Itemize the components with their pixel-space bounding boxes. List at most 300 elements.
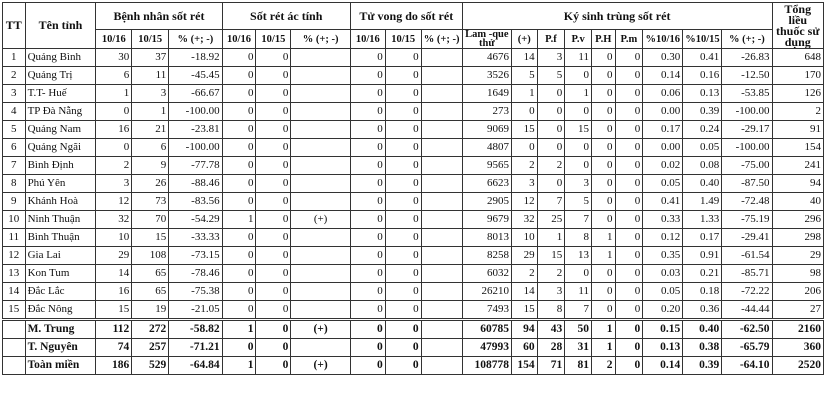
severe-header: Sốt rét ác tính bbox=[222, 3, 350, 30]
pct-1015-cell: 0.24 bbox=[683, 121, 722, 139]
pct-1016-cell: 0.35 bbox=[643, 247, 683, 265]
pct-1016-cell: 0.14 bbox=[643, 357, 683, 375]
ac-1016-cell: 0 bbox=[222, 139, 256, 157]
drugs-cell: 648 bbox=[772, 49, 823, 67]
bn-1016-cell: 112 bbox=[96, 320, 132, 339]
table-row bbox=[3, 139, 824, 157]
ac-1016-cell: 0 bbox=[222, 85, 256, 103]
tt-cell: 14 bbox=[3, 283, 26, 301]
bn-1015-cell: 9 bbox=[132, 157, 169, 175]
drugs-cell: 98 bbox=[772, 265, 823, 283]
tv-change-cell bbox=[421, 357, 462, 375]
drugs-cell: 91 bbox=[772, 121, 823, 139]
ac-1016-header: 10/16 bbox=[222, 30, 256, 49]
tv-1016-cell: 0 bbox=[350, 157, 385, 175]
bn-1016-cell: 16 bbox=[96, 283, 132, 301]
pct-1016-cell: 0.06 bbox=[643, 85, 683, 103]
slides-cell: 60785 bbox=[462, 320, 511, 339]
pct-1016-cell: 0.41 bbox=[643, 193, 683, 211]
ph-cell: 0 bbox=[591, 283, 615, 301]
pv-cell: 3 bbox=[565, 175, 592, 193]
bn-1015-cell: 73 bbox=[132, 193, 169, 211]
pf-cell: 3 bbox=[537, 283, 565, 301]
pf-cell: 71 bbox=[537, 357, 565, 375]
ph-cell: 0 bbox=[591, 157, 615, 175]
tv-change-cell bbox=[421, 103, 462, 121]
bn-1015-cell: 529 bbox=[132, 357, 169, 375]
positive-cell: 2 bbox=[511, 157, 537, 175]
ac-1016-cell: 0 bbox=[222, 265, 256, 283]
slides-cell: 3526 bbox=[462, 67, 511, 85]
slides-cell: 9679 bbox=[462, 211, 511, 229]
bn-change-cell: -100.00 bbox=[169, 103, 222, 121]
pct-1016-cell: 0.15 bbox=[643, 320, 683, 339]
tv-1016-cell: 0 bbox=[350, 175, 385, 193]
pv-cell: 11 bbox=[565, 49, 592, 67]
tv-change-cell bbox=[421, 121, 462, 139]
bn-change-cell: -88.46 bbox=[169, 175, 222, 193]
ph-header: P.H bbox=[591, 30, 615, 49]
bn-change-cell: -66.67 bbox=[169, 85, 222, 103]
bn-1016-cell: 14 bbox=[96, 265, 132, 283]
ac-change-cell bbox=[291, 49, 351, 67]
pv-cell: 13 bbox=[565, 247, 592, 265]
pv-cell: 8 bbox=[565, 229, 592, 247]
pm-cell: 0 bbox=[615, 157, 643, 175]
tv-1016-cell: 0 bbox=[350, 85, 385, 103]
bn-1015-cell: 65 bbox=[132, 283, 169, 301]
positive-cell: 0 bbox=[511, 139, 537, 157]
ph-cell: 0 bbox=[591, 49, 615, 67]
tv-1016-cell: 0 bbox=[350, 265, 385, 283]
drugs-cell: 2520 bbox=[772, 357, 823, 375]
malaria-report bbox=[2, 2, 824, 375]
tv-1016-cell: 0 bbox=[350, 121, 385, 139]
tv-1015-cell: 0 bbox=[385, 283, 421, 301]
positive-cell: 10 bbox=[511, 229, 537, 247]
province-cell: Gia Lai bbox=[25, 247, 96, 265]
ac-1015-cell: 0 bbox=[256, 265, 291, 283]
bn-change-cell: -78.46 bbox=[169, 265, 222, 283]
tv-1015-cell: 0 bbox=[385, 229, 421, 247]
pm-cell: 0 bbox=[615, 49, 643, 67]
pf-cell: 15 bbox=[537, 247, 565, 265]
pf-header: P.f bbox=[537, 30, 565, 49]
province-cell: Bình Định bbox=[25, 157, 96, 175]
positive-cell: 0 bbox=[511, 103, 537, 121]
pct-1015-header: %10/15 bbox=[683, 30, 722, 49]
tt-cell: 1 bbox=[3, 49, 26, 67]
ac-1016-cell: 0 bbox=[222, 247, 256, 265]
pct-1016-cell: 0.30 bbox=[643, 49, 683, 67]
province-cell: Khánh Hoà bbox=[25, 193, 96, 211]
ac-1016-cell: 1 bbox=[222, 211, 256, 229]
pct-1016-cell: 0.14 bbox=[643, 67, 683, 85]
ac-1015-cell: 0 bbox=[256, 229, 291, 247]
pf-cell: 0 bbox=[537, 121, 565, 139]
tv-change-cell bbox=[421, 301, 462, 320]
tv-1016-cell: 0 bbox=[350, 357, 385, 375]
pct-1016-cell: 0.33 bbox=[643, 211, 683, 229]
drugs-cell: 241 bbox=[772, 157, 823, 175]
pv-header: P.v bbox=[565, 30, 592, 49]
slides-cell: 9069 bbox=[462, 121, 511, 139]
pv-cell: 81 bbox=[565, 357, 592, 375]
tv-1015-cell: 0 bbox=[385, 157, 421, 175]
pm-cell: 0 bbox=[615, 211, 643, 229]
pv-cell: 11 bbox=[565, 283, 592, 301]
pct-1016-cell: 0.00 bbox=[643, 139, 683, 157]
tv-1015-cell: 0 bbox=[385, 139, 421, 157]
bn-1015-cell: 26 bbox=[132, 175, 169, 193]
bn-1016-cell: 3 bbox=[96, 175, 132, 193]
pv-cell: 0 bbox=[565, 265, 592, 283]
pf-cell: 8 bbox=[537, 301, 565, 320]
pct-1015-cell: 0.39 bbox=[683, 103, 722, 121]
pct-1016-cell: 0.20 bbox=[643, 301, 683, 320]
table-row bbox=[3, 283, 824, 301]
slides-header: Lam -que thử bbox=[462, 30, 511, 49]
ac-1016-cell: 0 bbox=[222, 283, 256, 301]
ph-cell: 1 bbox=[591, 339, 615, 357]
table-row bbox=[3, 157, 824, 175]
drugs-cell: 29 bbox=[772, 247, 823, 265]
table-row bbox=[3, 85, 824, 103]
ac-1015-cell: 0 bbox=[256, 103, 291, 121]
pct-1015-cell: 0.41 bbox=[683, 49, 722, 67]
slides-cell: 26210 bbox=[462, 283, 511, 301]
ac-1016-cell: 0 bbox=[222, 67, 256, 85]
ac-change-cell bbox=[291, 67, 351, 85]
tv-1015-cell: 0 bbox=[385, 320, 421, 339]
ac-change-cell bbox=[291, 247, 351, 265]
slides-cell: 7493 bbox=[462, 301, 511, 320]
ph-cell: 0 bbox=[591, 139, 615, 157]
tv-1016-cell: 0 bbox=[350, 247, 385, 265]
table-row bbox=[3, 265, 824, 283]
province-cell: Phú Yên bbox=[25, 175, 96, 193]
ac-change-cell bbox=[291, 193, 351, 211]
bn-1016-cell: 2 bbox=[96, 157, 132, 175]
ac-1015-cell: 0 bbox=[256, 301, 291, 320]
ac-change-cell bbox=[291, 339, 351, 357]
slides-cell: 4807 bbox=[462, 139, 511, 157]
pf-cell: 28 bbox=[537, 339, 565, 357]
ac-1016-cell: 0 bbox=[222, 193, 256, 211]
drugs-cell: 206 bbox=[772, 283, 823, 301]
table-row bbox=[3, 103, 824, 121]
pct-change-cell: -29.17 bbox=[722, 121, 772, 139]
province-header: Tên tỉnh bbox=[25, 3, 96, 49]
bn-change-cell: -73.15 bbox=[169, 247, 222, 265]
pct-1016-cell: 0.05 bbox=[643, 283, 683, 301]
pv-cell: 7 bbox=[565, 301, 592, 320]
ph-cell: 1 bbox=[591, 320, 615, 339]
ph-cell: 0 bbox=[591, 67, 615, 85]
tv-change-cell bbox=[421, 247, 462, 265]
ac-change-cell bbox=[291, 175, 351, 193]
tv-change-cell bbox=[421, 265, 462, 283]
ac-change-cell bbox=[291, 157, 351, 175]
pf-cell: 5 bbox=[537, 67, 565, 85]
tv-change-cell bbox=[421, 67, 462, 85]
table-row bbox=[3, 301, 824, 320]
tt-cell: 6 bbox=[3, 139, 26, 157]
tt-cell: 11 bbox=[3, 229, 26, 247]
tv-1015-cell: 0 bbox=[385, 175, 421, 193]
tt-cell: 9 bbox=[3, 193, 26, 211]
tv-1016-cell: 0 bbox=[350, 103, 385, 121]
table-row bbox=[3, 67, 824, 85]
tv-1015-cell: 0 bbox=[385, 103, 421, 121]
pf-cell: 43 bbox=[537, 320, 565, 339]
malaria-table bbox=[2, 2, 824, 375]
pct-change-cell: -61.54 bbox=[722, 247, 772, 265]
pct-1015-cell: 0.16 bbox=[683, 67, 722, 85]
pct-1015-cell: 0.36 bbox=[683, 301, 722, 320]
slides-cell: 6032 bbox=[462, 265, 511, 283]
tv-1016-cell: 0 bbox=[350, 339, 385, 357]
tv-change-cell bbox=[421, 157, 462, 175]
bn-1015-cell: 3 bbox=[132, 85, 169, 103]
bn-1016-cell: 1 bbox=[96, 85, 132, 103]
table-row bbox=[3, 247, 824, 265]
pct-1015-cell: 1.49 bbox=[683, 193, 722, 211]
tv-1015-cell: 0 bbox=[385, 49, 421, 67]
bn-1015-cell: 65 bbox=[132, 265, 169, 283]
pf-cell: 1 bbox=[537, 229, 565, 247]
bn-change-cell: -21.05 bbox=[169, 301, 222, 320]
positive-cell: 15 bbox=[511, 121, 537, 139]
bn-1015-header: 10/15 bbox=[132, 30, 169, 49]
province-cell: Bình Thuận bbox=[25, 229, 96, 247]
ac-1016-cell: 0 bbox=[222, 301, 256, 320]
tv-1016-cell: 0 bbox=[350, 193, 385, 211]
tv-1016-cell: 0 bbox=[350, 67, 385, 85]
ac-1015-header: 10/15 bbox=[256, 30, 291, 49]
tt-cell: 12 bbox=[3, 247, 26, 265]
pct-1015-cell: 1.33 bbox=[683, 211, 722, 229]
pf-cell: 0 bbox=[537, 139, 565, 157]
ac-1015-cell: 0 bbox=[256, 211, 291, 229]
ac-change-header: % (+; -) bbox=[291, 30, 351, 49]
ac-1015-cell: 0 bbox=[256, 339, 291, 357]
bn-change-cell: -23.81 bbox=[169, 121, 222, 139]
pct-1015-cell: 0.08 bbox=[683, 157, 722, 175]
tv-1016-cell: 0 bbox=[350, 49, 385, 67]
summary-row bbox=[3, 320, 824, 339]
tt-header: TT bbox=[3, 3, 26, 49]
bn-change-cell: -75.38 bbox=[169, 283, 222, 301]
tt-cell bbox=[3, 320, 26, 339]
tv-change-cell bbox=[421, 139, 462, 157]
province-cell: Toàn miền bbox=[25, 357, 96, 375]
drugs-cell: 2160 bbox=[772, 320, 823, 339]
tv-1016-cell: 0 bbox=[350, 229, 385, 247]
positive-cell: 2 bbox=[511, 265, 537, 283]
drugs-cell: 154 bbox=[772, 139, 823, 157]
pm-cell: 0 bbox=[615, 301, 643, 320]
tt-cell: 2 bbox=[3, 67, 26, 85]
province-cell: Quảng Trị bbox=[25, 67, 96, 85]
ac-change-cell bbox=[291, 265, 351, 283]
bn-change-cell: -77.78 bbox=[169, 157, 222, 175]
ac-1016-cell: 0 bbox=[222, 175, 256, 193]
tv-1015-cell: 0 bbox=[385, 339, 421, 357]
ac-1015-cell: 0 bbox=[256, 283, 291, 301]
drugs-cell: 170 bbox=[772, 67, 823, 85]
pf-cell: 0 bbox=[537, 103, 565, 121]
pct-1015-cell: 0.38 bbox=[683, 339, 722, 357]
positive-cell: 94 bbox=[511, 320, 537, 339]
bn-1016-cell: 74 bbox=[96, 339, 132, 357]
positive-cell: 14 bbox=[511, 49, 537, 67]
tv-1016-cell: 0 bbox=[350, 139, 385, 157]
drugs-cell: 298 bbox=[772, 229, 823, 247]
bn-1016-cell: 32 bbox=[96, 211, 132, 229]
tv-1015-cell: 0 bbox=[385, 67, 421, 85]
ac-1016-cell: 1 bbox=[222, 320, 256, 339]
pct-1015-cell: 0.39 bbox=[683, 357, 722, 375]
pct-1015-cell: 0.17 bbox=[683, 229, 722, 247]
bn-1015-cell: 19 bbox=[132, 301, 169, 320]
slides-cell: 108778 bbox=[462, 357, 511, 375]
ac-1016-cell: 0 bbox=[222, 229, 256, 247]
province-cell: TP Đà Nẵng bbox=[25, 103, 96, 121]
pf-cell: 2 bbox=[537, 265, 565, 283]
pct-change-cell: -29.41 bbox=[722, 229, 772, 247]
pct-1016-cell: 0.05 bbox=[643, 175, 683, 193]
ph-cell: 0 bbox=[591, 175, 615, 193]
pct-change-cell: -85.71 bbox=[722, 265, 772, 283]
tv-change-cell bbox=[421, 229, 462, 247]
bn-change-cell: -58.82 bbox=[169, 320, 222, 339]
table-row bbox=[3, 229, 824, 247]
province-cell: Đắc Lắc bbox=[25, 283, 96, 301]
drugs-header: Tổng liều thuốc sử dụng bbox=[772, 3, 823, 49]
slides-cell: 47993 bbox=[462, 339, 511, 357]
tt-cell bbox=[3, 339, 26, 357]
pct-1016-header: %10/16 bbox=[643, 30, 683, 49]
pct-change-cell: -62.50 bbox=[722, 320, 772, 339]
pct-1016-cell: 0.02 bbox=[643, 157, 683, 175]
bn-1015-cell: 108 bbox=[132, 247, 169, 265]
bn-1015-cell: 272 bbox=[132, 320, 169, 339]
province-cell: T.T- Huế bbox=[25, 85, 96, 103]
tv-change-cell bbox=[421, 193, 462, 211]
ac-change-cell: (+) bbox=[291, 320, 351, 339]
pct-1016-cell: 0.13 bbox=[643, 339, 683, 357]
bn-change-header: % (+; -) bbox=[169, 30, 222, 49]
positive-cell: 5 bbox=[511, 67, 537, 85]
pm-cell: 0 bbox=[615, 139, 643, 157]
bn-1016-cell: 12 bbox=[96, 193, 132, 211]
tv-change-cell bbox=[421, 211, 462, 229]
pct-change-cell: -53.85 bbox=[722, 85, 772, 103]
positive-cell: 29 bbox=[511, 247, 537, 265]
summary-row bbox=[3, 339, 824, 357]
tv-1015-cell: 0 bbox=[385, 301, 421, 320]
table-row bbox=[3, 49, 824, 67]
drugs-cell: 2 bbox=[772, 103, 823, 121]
ac-change-cell bbox=[291, 229, 351, 247]
pv-cell: 0 bbox=[565, 103, 592, 121]
tv-change-cell bbox=[421, 49, 462, 67]
ac-change-cell bbox=[291, 283, 351, 301]
tv-1015-cell: 0 bbox=[385, 85, 421, 103]
tv-1015-cell: 0 bbox=[385, 211, 421, 229]
tt-cell: 13 bbox=[3, 265, 26, 283]
pm-cell: 0 bbox=[615, 229, 643, 247]
tv-change-cell bbox=[421, 283, 462, 301]
pm-cell: 0 bbox=[615, 193, 643, 211]
pct-change-cell: -72.48 bbox=[722, 193, 772, 211]
ac-1015-cell: 0 bbox=[256, 320, 291, 339]
pm-cell: 0 bbox=[615, 175, 643, 193]
pm-cell: 0 bbox=[615, 283, 643, 301]
bn-1015-cell: 21 bbox=[132, 121, 169, 139]
tv-1015-header: 10/15 bbox=[385, 30, 421, 49]
pm-cell: 0 bbox=[615, 247, 643, 265]
pv-cell: 50 bbox=[565, 320, 592, 339]
slides-cell: 8258 bbox=[462, 247, 511, 265]
patients-header: Bệnh nhân sốt rét bbox=[96, 3, 222, 30]
pct-1016-cell: 0.17 bbox=[643, 121, 683, 139]
positive-cell: 1 bbox=[511, 85, 537, 103]
tv-1015-cell: 0 bbox=[385, 193, 421, 211]
ph-cell: 0 bbox=[591, 301, 615, 320]
province-cell: Kon Tum bbox=[25, 265, 96, 283]
deaths-header: Tử vong do sốt rét bbox=[350, 3, 462, 30]
positive-cell: 154 bbox=[511, 357, 537, 375]
tv-1015-cell: 0 bbox=[385, 357, 421, 375]
tt-cell bbox=[3, 357, 26, 375]
positive-header: (+) bbox=[511, 30, 537, 49]
pm-header: P.m bbox=[615, 30, 643, 49]
parasites-header: Ký sinh trùng sốt rét bbox=[462, 3, 772, 30]
bn-change-cell: -54.29 bbox=[169, 211, 222, 229]
pm-cell: 0 bbox=[615, 265, 643, 283]
bn-change-cell: -64.84 bbox=[169, 357, 222, 375]
tv-1016-cell: 0 bbox=[350, 211, 385, 229]
province-cell: T. Nguyên bbox=[25, 339, 96, 357]
bn-1016-cell: 15 bbox=[96, 301, 132, 320]
pct-change-cell: -75.00 bbox=[722, 157, 772, 175]
table-row bbox=[3, 121, 824, 139]
province-cell: Đắc Nông bbox=[25, 301, 96, 320]
tt-cell: 10 bbox=[3, 211, 26, 229]
tv-change-cell bbox=[421, 85, 462, 103]
pv-cell: 5 bbox=[565, 193, 592, 211]
bn-change-cell: -45.45 bbox=[169, 67, 222, 85]
pct-1015-cell: 0.18 bbox=[683, 283, 722, 301]
pct-change-cell: -100.00 bbox=[722, 103, 772, 121]
pct-1015-cell: 0.91 bbox=[683, 247, 722, 265]
ac-change-cell: (+) bbox=[291, 357, 351, 375]
ph-cell: 0 bbox=[591, 211, 615, 229]
bn-1015-cell: 37 bbox=[132, 49, 169, 67]
table-row bbox=[3, 175, 824, 193]
tv-1016-header: 10/16 bbox=[350, 30, 385, 49]
pct-change-cell: -65.79 bbox=[722, 339, 772, 357]
positive-cell: 15 bbox=[511, 301, 537, 320]
bn-1015-cell: 11 bbox=[132, 67, 169, 85]
slides-cell: 8013 bbox=[462, 229, 511, 247]
ac-1015-cell: 0 bbox=[256, 247, 291, 265]
ac-1016-cell: 1 bbox=[222, 357, 256, 375]
ph-cell: 0 bbox=[591, 121, 615, 139]
ph-cell: 2 bbox=[591, 357, 615, 375]
